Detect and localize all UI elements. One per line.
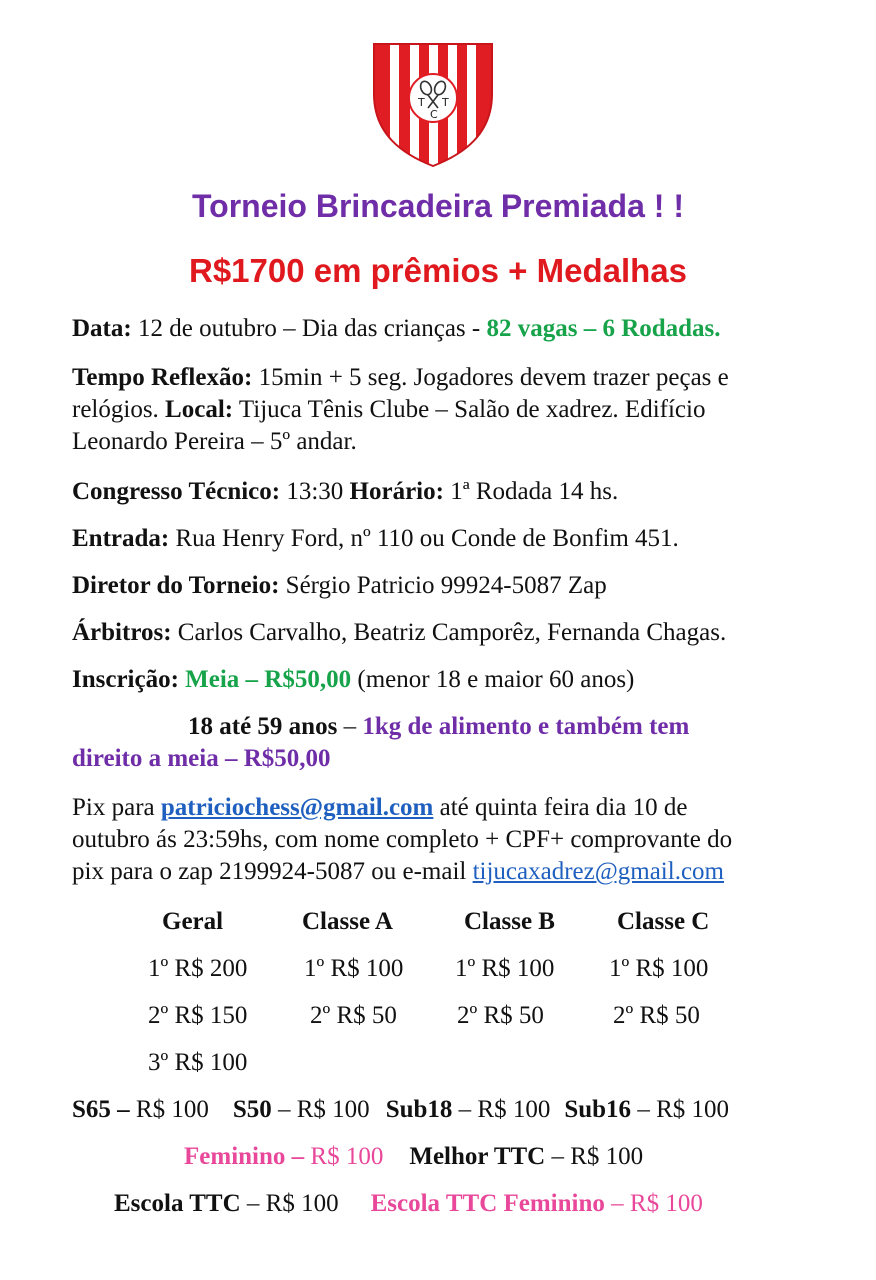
inscricao-line: Inscrição: Meia – R$50,00 (menor 18 e maior 60 anos) xyxy=(72,666,635,693)
prize-item: 1º R$ 100 xyxy=(609,955,709,982)
prize-item: 2º R$ 50 xyxy=(310,1002,397,1029)
prize-header-classe-b: Classe B xyxy=(464,908,555,935)
arbitros-line: Árbitros: Carlos Carvalho, Beatriz Camporêz, Fernanda Chagas. xyxy=(72,619,727,646)
feminino-row: Feminino – R$ 100 Melhor TTC – R$ 100 xyxy=(184,1143,644,1170)
svg-text:T: T xyxy=(442,96,449,109)
svg-text:T: T xyxy=(418,96,425,109)
congresso-line: Congresso Técnico: 13:30 Horário: 1ª Rodada 14 hs. xyxy=(72,478,619,505)
date-line: Data: 12 de outubro – Dia das crianças - 82 vagas – 6 Rodadas. xyxy=(72,315,721,342)
tct-logo xyxy=(372,42,494,168)
pix-paragraph: Pix para patriciochess@gmail.com até quinta feira dia 10 de outubro ás 23:59hs, com nome completo + CPF+ comprovante do pix para o zap 2199924-5087 ou e-mail tijucaxadrez@gmail.com xyxy=(72,794,733,885)
tempo-paragraph: Tempo Reflexão: 15min + 5 seg. Jogadores devem trazer peças e relógios. Local: Tijuca Tênis Clube – Salão de xadrez. Edifício Leonardo Pereira – 5º andar. xyxy=(72,364,729,455)
date-label: Data: xyxy=(72,315,132,342)
entrada-line: Entrada: Rua Henry Ford, nº 110 ou Conde de Bonfim 451. xyxy=(72,525,679,552)
vagas-highlight: 82 vagas – 6 Rodadas. xyxy=(486,315,721,342)
escola-row: Escola TTC – R$ 100 Escola TTC Feminino – R$ 100 xyxy=(114,1190,703,1217)
tournament-title: Torneio Brincadeira Premiada ! ! xyxy=(192,188,684,224)
prize-subtitle: R$1700 em prêmios + Medalhas xyxy=(189,252,687,289)
prize-item: 1º R$ 100 xyxy=(455,955,555,982)
prize-item: 2º R$ 50 xyxy=(613,1002,700,1029)
prize-header-geral: Geral xyxy=(162,908,224,935)
prize-item: 2º R$ 150 xyxy=(148,1002,248,1029)
pix-email-link[interactable]: patriciochess@gmail.com xyxy=(160,794,434,821)
age-range-paragraph: 18 até 59 anos – 1kg de alimento e também tem direito a meia – R$50,00 xyxy=(72,713,690,772)
prize-item: 1º R$ 100 xyxy=(304,955,404,982)
local-label: Local: xyxy=(165,396,234,423)
age-categories-row: S65 – R$ 100 S50 – R$ 100 Sub18 – R$ 100 Sub16 – R$ 100 xyxy=(72,1096,729,1123)
prize-header-classe-a: Classe A xyxy=(302,908,393,935)
svg-text:C: C xyxy=(430,108,438,121)
contact-email-link[interactable]: tijucaxadrez@gmail.com xyxy=(472,858,724,885)
diretor-line: Diretor do Torneio: Sérgio Patricio 99924-5087 Zap xyxy=(72,572,607,599)
prize-item: 3º R$ 100 xyxy=(148,1049,248,1076)
prize-header-classe-c: Classe C xyxy=(617,908,710,935)
prize-item: 2º R$ 50 xyxy=(457,1002,544,1029)
prize-item: 1º R$ 200 xyxy=(148,955,248,982)
meia-price: Meia – R$50,00 xyxy=(185,666,352,693)
